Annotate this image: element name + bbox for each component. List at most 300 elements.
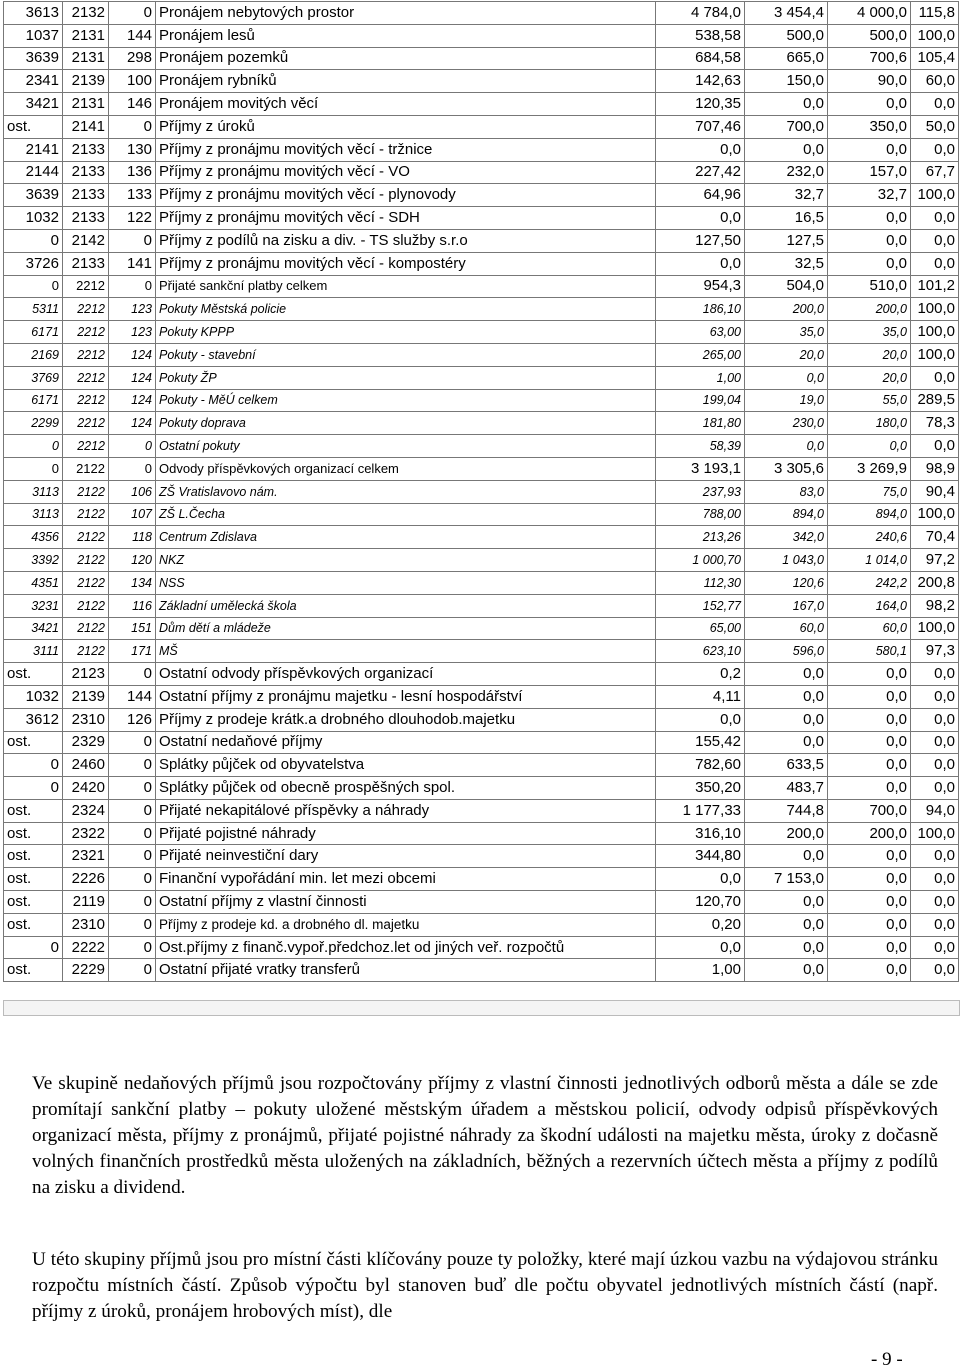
- value-col3-cell: 0,0: [828, 731, 911, 754]
- value-col3-cell: 90,0: [828, 70, 911, 93]
- description-cell: Dům dětí a mládeže: [156, 617, 656, 640]
- description-cell: ZŠ L.Čecha: [156, 503, 656, 526]
- value-col3-cell: 0,0: [828, 777, 911, 800]
- description-cell: Ostatní pokuty: [156, 435, 656, 458]
- polozka-cell: 2122: [63, 549, 109, 572]
- org-cell: 107: [109, 503, 156, 526]
- value-col1-cell: 344,80: [656, 845, 745, 868]
- org-cell: 141: [109, 252, 156, 275]
- paragraf-cell: 4351: [4, 571, 63, 594]
- value-col1-cell: 350,20: [656, 777, 745, 800]
- polozka-cell: 2133: [63, 184, 109, 207]
- value-col3-cell: 164,0: [828, 594, 911, 617]
- table-row: [4, 754, 959, 777]
- value-col1-cell: 0,2: [656, 663, 745, 686]
- value-col2-cell: 120,6: [745, 571, 828, 594]
- polozka-cell: 2133: [63, 207, 109, 230]
- table-body: [4, 2, 959, 982]
- polozka-cell: 2212: [63, 366, 109, 389]
- table-row: [4, 617, 959, 640]
- value-col2-cell: 35,0: [745, 321, 828, 344]
- table-row: [4, 115, 959, 138]
- polozka-cell: 2212: [63, 298, 109, 321]
- polozka-cell: 2212: [63, 321, 109, 344]
- org-cell: 0: [109, 777, 156, 800]
- paragraf-cell: 3421: [4, 617, 63, 640]
- percent-cell: 100,0: [911, 298, 959, 321]
- paragraf-cell: ost.: [4, 913, 63, 936]
- value-col3-cell: 200,0: [828, 298, 911, 321]
- description-cell: Pronájem rybníků: [156, 70, 656, 93]
- percent-cell: 0,0: [911, 663, 959, 686]
- percent-cell: 105,4: [911, 47, 959, 70]
- polozka-cell: 2212: [63, 412, 109, 435]
- value-col2-cell: 150,0: [745, 70, 828, 93]
- table-row: [4, 822, 959, 845]
- polozka-cell: 2142: [63, 229, 109, 252]
- org-cell: 123: [109, 321, 156, 344]
- value-col2-cell: 60,0: [745, 617, 828, 640]
- polozka-cell: 2226: [63, 868, 109, 891]
- percent-cell: 289,5: [911, 389, 959, 412]
- paragraf-cell: 2341: [4, 70, 63, 93]
- table-row: [4, 526, 959, 549]
- value-col1-cell: 782,60: [656, 754, 745, 777]
- description-cell: Centrum Zdislava: [156, 526, 656, 549]
- org-cell: 0: [109, 936, 156, 959]
- paragraf-cell: 0: [4, 229, 63, 252]
- value-col3-cell: 510,0: [828, 275, 911, 298]
- polozka-cell: 2139: [63, 685, 109, 708]
- value-col3-cell: 35,0: [828, 321, 911, 344]
- value-col1-cell: 0,0: [656, 207, 745, 230]
- value-col1-cell: 0,20: [656, 913, 745, 936]
- value-col2-cell: 0,0: [745, 731, 828, 754]
- paragraf-cell: 6171: [4, 389, 63, 412]
- org-cell: 100: [109, 70, 156, 93]
- value-col2-cell: 32,5: [745, 252, 828, 275]
- percent-cell: 0,0: [911, 731, 959, 754]
- page-number: - 9 -: [871, 1349, 903, 1370]
- percent-cell: 78,3: [911, 412, 959, 435]
- table-row: [4, 663, 959, 686]
- polozka-cell: 2322: [63, 822, 109, 845]
- paragraf-cell: 3612: [4, 708, 63, 731]
- paragraf-cell: 3392: [4, 549, 63, 572]
- paragraf-cell: ost.: [4, 731, 63, 754]
- percent-cell: 0,0: [911, 845, 959, 868]
- value-col1-cell: 120,35: [656, 93, 745, 116]
- description-cell: Příjmy z pronájmu movitých věcí - tržnice: [156, 138, 656, 161]
- value-col3-cell: 0,0: [828, 936, 911, 959]
- value-col1-cell: 64,96: [656, 184, 745, 207]
- description-cell: NSS: [156, 571, 656, 594]
- percent-cell: 0,0: [911, 936, 959, 959]
- description-cell: Přijaté neinvestiční dary: [156, 845, 656, 868]
- value-col2-cell: 7 153,0: [745, 868, 828, 891]
- description-cell: Přijaté nekapitálové příspěvky a náhrady: [156, 799, 656, 822]
- value-col1-cell: 112,30: [656, 571, 745, 594]
- percent-cell: 101,2: [911, 275, 959, 298]
- percent-cell: 0,0: [911, 708, 959, 731]
- description-cell: Ost.příjmy z finanč.vypoř.předchoz.let od jiných veř. rozpočtů: [156, 936, 656, 959]
- value-col3-cell: 700,6: [828, 47, 911, 70]
- value-col1-cell: 186,10: [656, 298, 745, 321]
- value-col1-cell: 4,11: [656, 685, 745, 708]
- paragraf-cell: 2141: [4, 138, 63, 161]
- value-col2-cell: 633,5: [745, 754, 828, 777]
- value-col3-cell: 20,0: [828, 366, 911, 389]
- polozka-cell: 2122: [63, 457, 109, 480]
- table-row: [4, 936, 959, 959]
- table-row: [4, 161, 959, 184]
- value-col1-cell: 142,63: [656, 70, 745, 93]
- org-cell: 171: [109, 640, 156, 663]
- description-cell: Splátky půjček od obyvatelstva: [156, 754, 656, 777]
- value-col1-cell: 127,50: [656, 229, 745, 252]
- paragraf-cell: ost.: [4, 663, 63, 686]
- percent-cell: 0,0: [911, 252, 959, 275]
- description-cell: Finanční vypořádání min. let mezi obcemi: [156, 868, 656, 891]
- value-col1-cell: 181,80: [656, 412, 745, 435]
- value-col1-cell: 4 784,0: [656, 2, 745, 25]
- table-row: [4, 207, 959, 230]
- org-cell: 130: [109, 138, 156, 161]
- description-cell: Pokuty Městská policie: [156, 298, 656, 321]
- org-cell: 144: [109, 685, 156, 708]
- percent-cell: 0,0: [911, 959, 959, 982]
- table-row: [4, 594, 959, 617]
- value-col2-cell: 483,7: [745, 777, 828, 800]
- org-cell: 136: [109, 161, 156, 184]
- value-col3-cell: 55,0: [828, 389, 911, 412]
- org-cell: 122: [109, 207, 156, 230]
- paragraf-cell: 3726: [4, 252, 63, 275]
- value-col2-cell: 0,0: [745, 708, 828, 731]
- table-row: [4, 731, 959, 754]
- polozka-cell: 2133: [63, 161, 109, 184]
- description-cell: Ostatní příjmy z pronájmu majetku - lesní hospodářství: [156, 685, 656, 708]
- org-cell: 0: [109, 891, 156, 914]
- polozka-cell: 2131: [63, 93, 109, 116]
- table-row: [4, 891, 959, 914]
- value-col3-cell: 0,0: [828, 252, 911, 275]
- value-col2-cell: 342,0: [745, 526, 828, 549]
- org-cell: 0: [109, 959, 156, 982]
- org-cell: 0: [109, 731, 156, 754]
- value-col2-cell: 0,0: [745, 913, 828, 936]
- value-col2-cell: 0,0: [745, 93, 828, 116]
- percent-cell: 0,0: [911, 891, 959, 914]
- description-cell: Ostatní odvody příspěvkových organizací: [156, 663, 656, 686]
- value-col2-cell: 0,0: [745, 845, 828, 868]
- description-cell: Příjmy z pronájmu movitých věcí - VO: [156, 161, 656, 184]
- value-col1-cell: 0,0: [656, 708, 745, 731]
- org-cell: 0: [109, 457, 156, 480]
- value-col3-cell: 32,7: [828, 184, 911, 207]
- table-row: [4, 457, 959, 480]
- value-col2-cell: 127,5: [745, 229, 828, 252]
- percent-cell: 0,0: [911, 868, 959, 891]
- value-col3-cell: 0,0: [828, 754, 911, 777]
- value-col3-cell: 60,0: [828, 617, 911, 640]
- paragraf-cell: 0: [4, 435, 63, 458]
- polozka-cell: 2324: [63, 799, 109, 822]
- polozka-cell: 2132: [63, 2, 109, 25]
- org-cell: 146: [109, 93, 156, 116]
- polozka-cell: 2329: [63, 731, 109, 754]
- budget-table: [3, 1, 959, 982]
- polozka-cell: 2119: [63, 891, 109, 914]
- percent-cell: 98,9: [911, 457, 959, 480]
- paragraf-cell: 0: [4, 457, 63, 480]
- description-cell: Příjmy z pronájmu movitých věcí - plynovody: [156, 184, 656, 207]
- polozka-cell: 2212: [63, 343, 109, 366]
- percent-cell: 0,0: [911, 366, 959, 389]
- value-col1-cell: 538,58: [656, 24, 745, 47]
- percent-cell: 70,4: [911, 526, 959, 549]
- paragraf-cell: 4356: [4, 526, 63, 549]
- paragraf-cell: 3231: [4, 594, 63, 617]
- value-col2-cell: 744,8: [745, 799, 828, 822]
- paragraf-cell: 2144: [4, 161, 63, 184]
- polozka-cell: 2310: [63, 913, 109, 936]
- value-col1-cell: 0,0: [656, 252, 745, 275]
- paragraf-cell: 5311: [4, 298, 63, 321]
- value-col2-cell: 894,0: [745, 503, 828, 526]
- value-col1-cell: 684,58: [656, 47, 745, 70]
- value-col2-cell: 32,7: [745, 184, 828, 207]
- paragraf-cell: 0: [4, 754, 63, 777]
- percent-cell: 0,0: [911, 777, 959, 800]
- table-row: [4, 503, 959, 526]
- description-cell: Příjmy z prodeje krátk.a drobného dlouhodob.majetku: [156, 708, 656, 731]
- polozka-cell: 2122: [63, 571, 109, 594]
- value-col3-cell: 75,0: [828, 480, 911, 503]
- percent-cell: 0,0: [911, 229, 959, 252]
- org-cell: 126: [109, 708, 156, 731]
- value-col2-cell: 665,0: [745, 47, 828, 70]
- value-col1-cell: 623,10: [656, 640, 745, 663]
- org-cell: 0: [109, 913, 156, 936]
- org-cell: 0: [109, 229, 156, 252]
- value-col3-cell: 0,0: [828, 435, 911, 458]
- description-cell: Pronájem nebytových prostor: [156, 2, 656, 25]
- org-cell: 0: [109, 845, 156, 868]
- percent-cell: 97,2: [911, 549, 959, 572]
- polozka-cell: 2123: [63, 663, 109, 686]
- description-cell: Přijaté sankční platby celkem: [156, 275, 656, 298]
- percent-cell: 60,0: [911, 70, 959, 93]
- value-col2-cell: 0,0: [745, 959, 828, 982]
- description-cell: Příjmy z pronájmu movitých věcí - kompostéry: [156, 252, 656, 275]
- paragraf-cell: 3113: [4, 503, 63, 526]
- value-col3-cell: 0,0: [828, 685, 911, 708]
- value-col2-cell: 20,0: [745, 343, 828, 366]
- table-row: [4, 868, 959, 891]
- value-col3-cell: 200,0: [828, 822, 911, 845]
- description-cell: NKZ: [156, 549, 656, 572]
- value-col3-cell: 240,6: [828, 526, 911, 549]
- value-col1-cell: 0,0: [656, 936, 745, 959]
- paragraf-cell: ost.: [4, 845, 63, 868]
- polozka-cell: 2222: [63, 936, 109, 959]
- value-col2-cell: 232,0: [745, 161, 828, 184]
- polozka-cell: 2212: [63, 389, 109, 412]
- polozka-cell: 2131: [63, 47, 109, 70]
- percent-cell: 115,8: [911, 2, 959, 25]
- value-col3-cell: 157,0: [828, 161, 911, 184]
- polozka-cell: 2310: [63, 708, 109, 731]
- value-col3-cell: 0,0: [828, 663, 911, 686]
- paragraf-cell: 3111: [4, 640, 63, 663]
- description-cell: Příjmy z pronájmu movitých věcí - SDH: [156, 207, 656, 230]
- table-row: [4, 24, 959, 47]
- value-col1-cell: 954,3: [656, 275, 745, 298]
- value-col1-cell: 1,00: [656, 959, 745, 982]
- description-cell: Ostatní příjmy z vlastní činnosti: [156, 891, 656, 914]
- org-cell: 0: [109, 115, 156, 138]
- table-row: [4, 70, 959, 93]
- paragraf-cell: 3613: [4, 2, 63, 25]
- percent-cell: 98,2: [911, 594, 959, 617]
- polozka-cell: 2141: [63, 115, 109, 138]
- polozka-cell: 2460: [63, 754, 109, 777]
- value-col2-cell: 504,0: [745, 275, 828, 298]
- value-col3-cell: 180,0: [828, 412, 911, 435]
- value-col1-cell: 3 193,1: [656, 457, 745, 480]
- table-row: [4, 959, 959, 982]
- org-cell: 0: [109, 868, 156, 891]
- org-cell: 124: [109, 389, 156, 412]
- org-cell: 0: [109, 435, 156, 458]
- percent-cell: 100,0: [911, 24, 959, 47]
- table-row: [4, 640, 959, 663]
- table-row: [4, 298, 959, 321]
- table-row: [4, 2, 959, 25]
- value-col3-cell: 0,0: [828, 138, 911, 161]
- percent-cell: 0,0: [911, 754, 959, 777]
- value-col1-cell: 788,00: [656, 503, 745, 526]
- value-col1-cell: 63,00: [656, 321, 745, 344]
- value-col2-cell: 0,0: [745, 366, 828, 389]
- percent-cell: 0,0: [911, 435, 959, 458]
- table-row: [4, 93, 959, 116]
- description-cell: ZŠ Vratislavovo nám.: [156, 480, 656, 503]
- value-col2-cell: 200,0: [745, 298, 828, 321]
- polozka-cell: 2122: [63, 480, 109, 503]
- empty-table-row: [3, 1000, 960, 1016]
- value-col1-cell: 1,00: [656, 366, 745, 389]
- paragraf-cell: 2169: [4, 343, 63, 366]
- value-col2-cell: 3 454,4: [745, 2, 828, 25]
- value-col3-cell: 580,1: [828, 640, 911, 663]
- org-cell: 0: [109, 2, 156, 25]
- description-cell: Příjmy z prodeje kd. a drobného dl. majetku: [156, 913, 656, 936]
- description-cell: Příjmy z podílů na zisku a div. - TS služby s.r.o: [156, 229, 656, 252]
- value-col3-cell: 4 000,0: [828, 2, 911, 25]
- polozka-cell: 2131: [63, 24, 109, 47]
- percent-cell: 0,0: [911, 207, 959, 230]
- value-col3-cell: 0,0: [828, 891, 911, 914]
- polozka-cell: 2212: [63, 435, 109, 458]
- polozka-cell: 2122: [63, 640, 109, 663]
- paragraf-cell: ost.: [4, 822, 63, 845]
- value-col2-cell: 700,0: [745, 115, 828, 138]
- percent-cell: 0,0: [911, 913, 959, 936]
- table-row: [4, 184, 959, 207]
- org-cell: 118: [109, 526, 156, 549]
- paragraf-cell: 3639: [4, 184, 63, 207]
- value-col3-cell: 0,0: [828, 229, 911, 252]
- paragraf-cell: 0: [4, 275, 63, 298]
- percent-cell: 100,0: [911, 321, 959, 344]
- percent-cell: 94,0: [911, 799, 959, 822]
- polozka-cell: 2229: [63, 959, 109, 982]
- value-col2-cell: 19,0: [745, 389, 828, 412]
- percent-cell: 97,3: [911, 640, 959, 663]
- value-col2-cell: 0,0: [745, 685, 828, 708]
- value-col1-cell: 1 000,70: [656, 549, 745, 572]
- paragraph-nondaňové-prijmy: Ve skupině nedaňových příjmů jsou rozpočtovány příjmy z vlastní činnosti jednotlivých odborů města a dále se zde promítají sankční platby – pokuty uložené městským úřadem a městskou policií, odvody odpisů příspěvkových organizací města, příjmy z pronájmů, přijaté pojistné náhrady za škodní události na majetku města, úroky z dočasně volných finančních prostředků města uložených na základních, běžných a rezervních účtech města a příjmy z podílů na zisku a dividend.: [32, 1073, 938, 1199]
- org-cell: 134: [109, 571, 156, 594]
- description-cell: Pokuty - MěÚ celkem: [156, 389, 656, 412]
- org-cell: 0: [109, 275, 156, 298]
- value-col3-cell: 0,0: [828, 845, 911, 868]
- percent-cell: 0,0: [911, 138, 959, 161]
- paragraf-cell: 1032: [4, 207, 63, 230]
- value-col1-cell: 707,46: [656, 115, 745, 138]
- org-cell: 298: [109, 47, 156, 70]
- org-cell: 0: [109, 754, 156, 777]
- value-col2-cell: 83,0: [745, 480, 828, 503]
- value-col3-cell: 350,0: [828, 115, 911, 138]
- org-cell: 0: [109, 663, 156, 686]
- value-col1-cell: 237,93: [656, 480, 745, 503]
- paragraf-cell: 1037: [4, 24, 63, 47]
- value-col3-cell: 3 269,9: [828, 457, 911, 480]
- paragraf-cell: ost.: [4, 959, 63, 982]
- value-col3-cell: 0,0: [828, 868, 911, 891]
- table-row: [4, 777, 959, 800]
- paragraf-cell: 0: [4, 777, 63, 800]
- value-col3-cell: 0,0: [828, 708, 911, 731]
- paragraf-cell: ost.: [4, 891, 63, 914]
- paragraf-cell: ost.: [4, 115, 63, 138]
- description-cell: Pokuty KPPP: [156, 321, 656, 344]
- org-cell: 0: [109, 799, 156, 822]
- paragraf-cell: 3113: [4, 480, 63, 503]
- paragraf-cell: ost.: [4, 868, 63, 891]
- value-col3-cell: 700,0: [828, 799, 911, 822]
- value-col3-cell: 0,0: [828, 93, 911, 116]
- paragraph-mistni-casti: U této skupiny příjmů jsou pro místní části klíčovány pouze ty položky, které mají úzkou vazbu na výdajovou stránku rozpočtu místních částí. Způsob výpočtu byl stanoven buď dle počtu obyvatel jednotlivých místních částí (např. příjmy z úroků, pronájem hrobových míst), dle: [32, 1249, 938, 1323]
- org-cell: 123: [109, 298, 156, 321]
- percent-cell: 100,0: [911, 503, 959, 526]
- table-row: [4, 229, 959, 252]
- table-row: [4, 708, 959, 731]
- description-cell: Pronájem movitých věcí: [156, 93, 656, 116]
- percent-cell: 200,8: [911, 571, 959, 594]
- value-col2-cell: 0,0: [745, 936, 828, 959]
- table-row: [4, 412, 959, 435]
- value-col1-cell: 0,0: [656, 138, 745, 161]
- value-col1-cell: 152,77: [656, 594, 745, 617]
- value-col3-cell: 0,0: [828, 959, 911, 982]
- value-col2-cell: 0,0: [745, 663, 828, 686]
- table-row: [4, 435, 959, 458]
- percent-cell: 67,7: [911, 161, 959, 184]
